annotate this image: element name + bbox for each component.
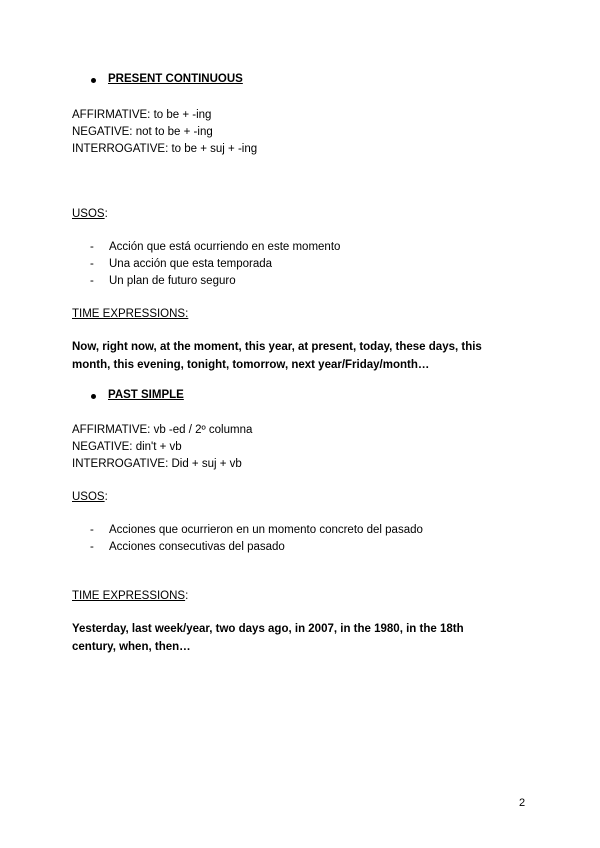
section-heading-past-simple: PAST SIMPLE [108,389,184,401]
list-item-text: Una acción que esta temporada [109,258,273,270]
list-item [90,256,272,273]
usos-label-text: USOS [72,208,105,220]
time-expressions-line: Now, right now, at the moment, this year, at present, today, these days, this [72,341,482,353]
time-expressions-colon: : [185,590,189,602]
time-expressions-line: Yesterday, last week/year, two days ago, in 2007, in the 1980, in the 18th [72,623,464,635]
time-expressions-line: month, this evening, tonight, tomorrow, next year/Friday/month… [72,358,430,371]
list-dash: - [90,524,94,536]
time-expressions-text [72,621,464,656]
bullet-dot [91,394,96,399]
bullet-dot [91,78,96,83]
list-item [90,522,423,539]
usos-colon: : [104,208,108,220]
time-expressions-text [72,339,482,374]
usos-label [72,206,108,223]
form-affirmative: AFFIRMATIVE: vb -ed / 2º columna [72,424,253,436]
form-negative: NEGATIVE: not to be + -ing [72,126,213,138]
form-negative: NEGATIVE: din't + vb [72,441,182,453]
list-item [90,539,285,556]
usos-label-text: USOS [72,491,105,503]
form-interrogative: INTERROGATIVE: Did + suj + vb [72,458,242,470]
list-item [90,273,236,290]
time-expressions-label [72,588,188,605]
time-expressions-label: TIME EXPRESSIONS: [72,308,189,320]
list-item-text: Acción que está ocurriendo en este momento [109,241,341,253]
list-dash: - [90,241,94,253]
form-affirmative: AFFIRMATIVE: to be + -ing [72,109,212,121]
section-heading-present-continuous: PRESENT CONTINUOUS [108,73,243,85]
list-dash: - [90,541,94,553]
list-item-text: Acciones consecutivas del pasado [109,541,285,553]
list-dash: - [90,275,94,287]
form-interrogative: INTERROGATIVE: to be + suj + -ing [72,143,258,155]
time-expressions-label-text: TIME EXPRESSIONS [72,590,186,602]
list-item-text: Un plan de futuro seguro [109,275,236,287]
list-dash: - [90,258,94,270]
time-expressions-line: century, when, then… [72,640,191,653]
usos-colon: : [104,491,108,503]
page-number: 2 [519,797,526,809]
list-item-text: Acciones que ocurrieron en un momento concreto del pasado [109,524,423,536]
usos-label [72,489,108,506]
list-item [90,239,340,256]
